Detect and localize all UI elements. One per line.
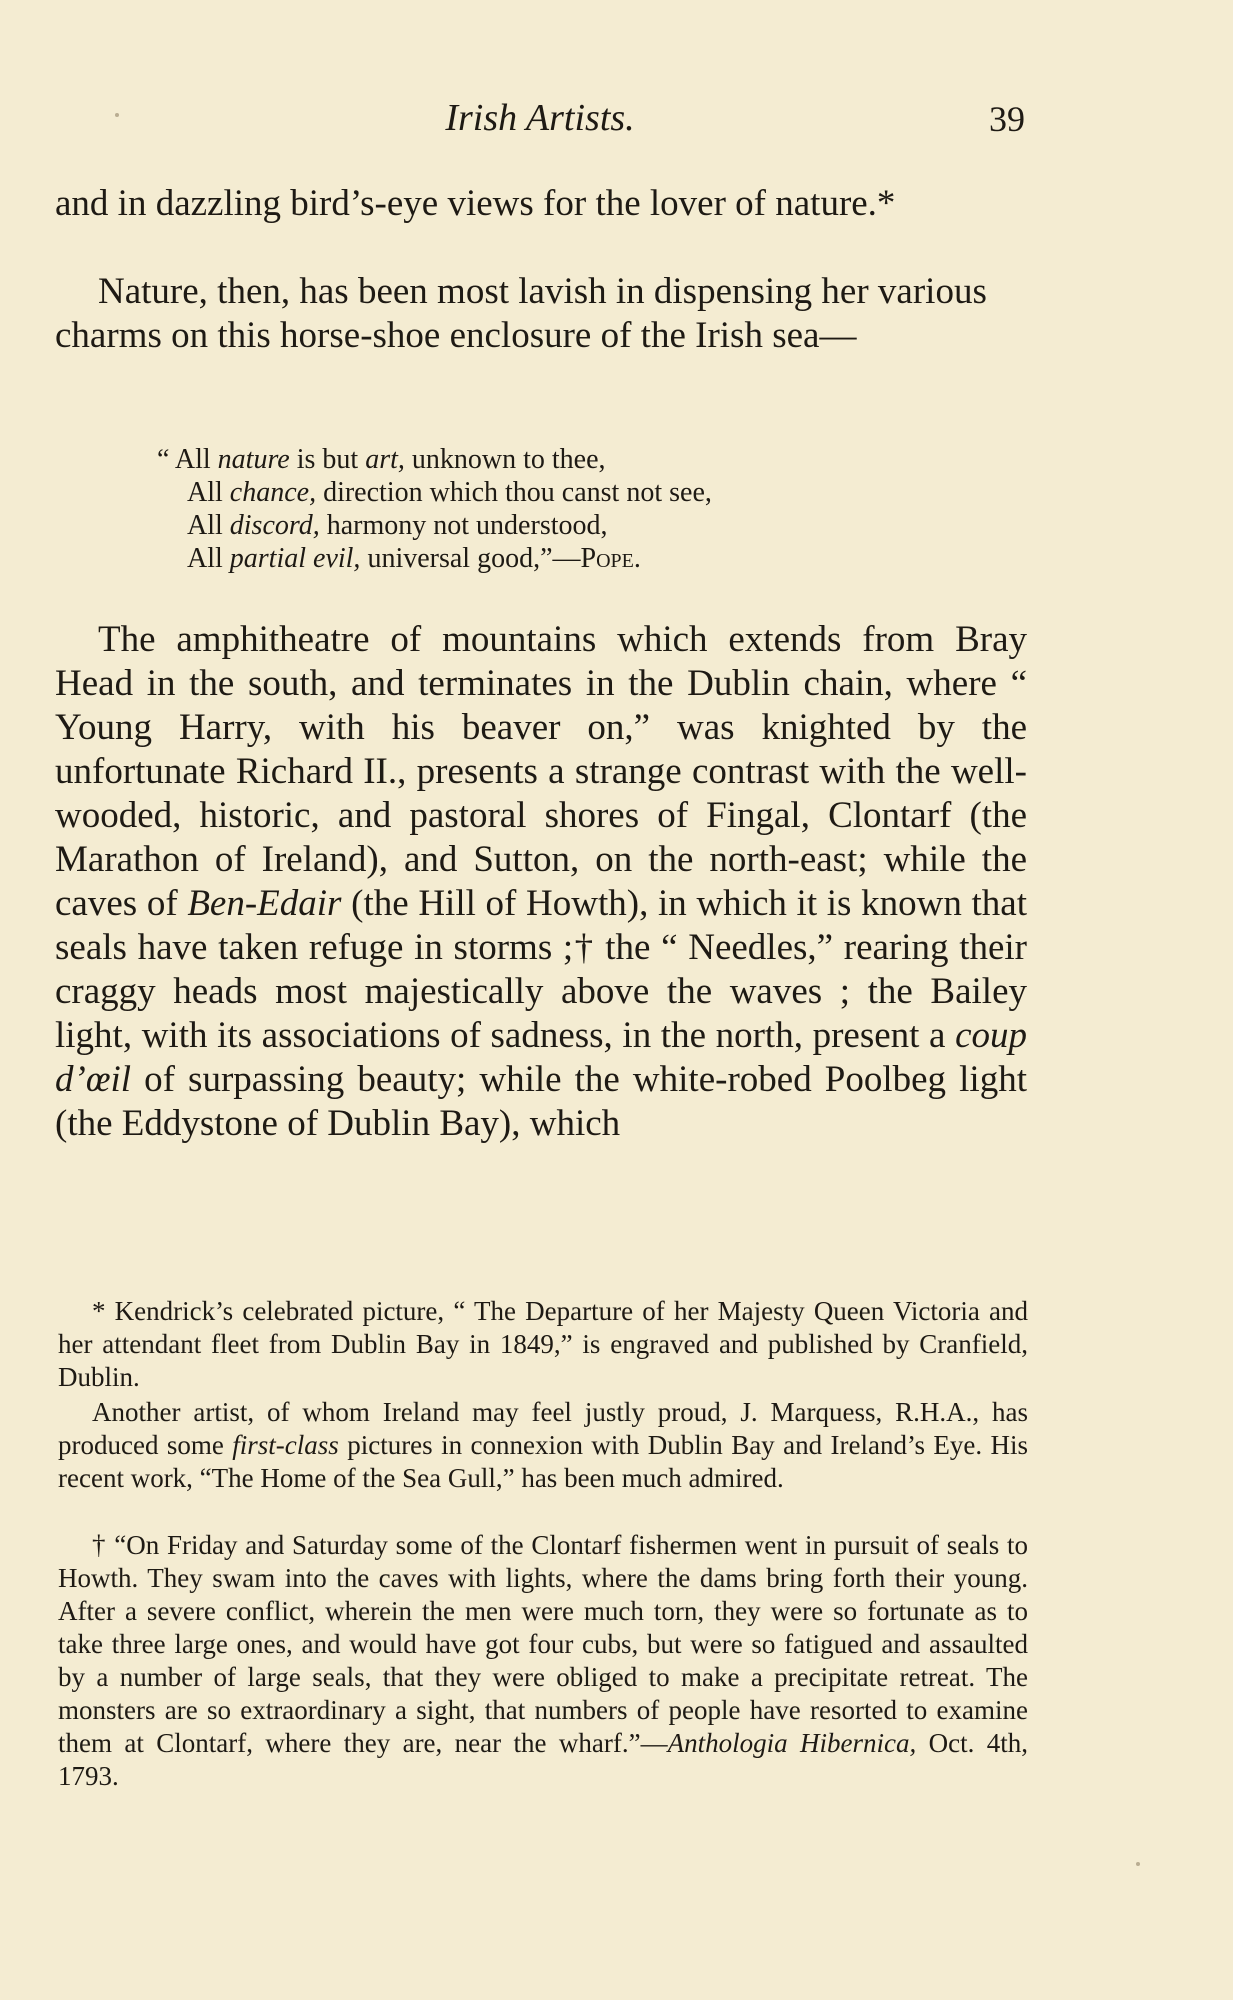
footnote-seals [58, 1529, 1028, 1793]
poem-attribution: Pope. [580, 543, 641, 574]
paragraph-amphitheatre [55, 618, 1027, 1146]
paper-speck-mark [1136, 1862, 1140, 1866]
poem-text: is but [289, 444, 366, 475]
poem-text: All [187, 477, 230, 508]
poem-line-4 [187, 542, 987, 575]
poem-text: harmony not understood, [319, 510, 608, 541]
poem-quotation [157, 443, 987, 575]
poem-text: direction which thou canst not see, [316, 477, 712, 508]
poem-text: unknown to thee, [404, 444, 606, 475]
paragraph-continuation [55, 182, 1027, 226]
poem-line-2 [187, 476, 987, 509]
poem-italic: discord, [229, 510, 320, 541]
paragraph-text: The amphitheatre of mountains which extends from Bray Head in the south, and terminates in the Dublin chain, where “ Young Harry, with his beaver on,” was knighted by the unfortunate Richard II., presents a strange contrast with the well-wooded, historic, and pastoral shores of Fingal, Clontarf (the Marathon of Ireland), and Sutton, on the north-east; while the caves of [55, 619, 1027, 924]
poem-italic: partial evil, [229, 543, 361, 574]
poem-line-3 [187, 509, 987, 542]
poem-text: All [187, 543, 230, 574]
poem-line-1 [157, 443, 987, 476]
paragraph-italic: coup d’œil [55, 1015, 1027, 1100]
poem-text: All [187, 510, 230, 541]
poem-text: “ All [157, 444, 218, 475]
footnote-text: * Kendrick’s celebrated picture, “ The Departure of her Majesty Queen Victoria and her attendant fleet from Dublin Bay in 1849,” is engraved and published by Cranfield, Dublin. [58, 1296, 1028, 1392]
page-number: 39 [989, 99, 1025, 139]
poem-italic: chance, [229, 477, 317, 508]
paragraph-nature [55, 270, 1027, 358]
poem-italic: nature [217, 444, 290, 475]
page-header [55, 96, 1025, 146]
paragraph-text: Nature, then, has been most lavish in dispensing her various charms on this horse-shoe enclosure of the Irish sea— [55, 271, 987, 356]
paragraph-text: and in dazzling bird’s-eye views for the lover of nature.* [55, 183, 896, 224]
footnote-italic: first-class [232, 1430, 339, 1460]
footnote-text: † “On Friday and Saturday some of the Clontarf fishermen went in pursuit of seals to Howth. They swam into the caves with lights, where the dams bring forth their young. After a severe conflict, wherein the men were much torn, they were so fortunate as to take three large ones, and would have got four cubs, but were so fatigued and assaulted by a number of large seals, that they were obliged to make a precipitate retreat. The monsters are so extraordinary a sight, that numbers of people have resorted to examine them at Clontarf, where they are, near the wharf.”— [58, 1530, 1028, 1758]
footnote-text: Oct. 4th, 1793. [58, 1728, 1028, 1791]
footnote-italic: Anthologia Hibernica, [667, 1728, 917, 1758]
footnote-marquess [58, 1396, 1028, 1495]
paragraph-text: (the Hill of Howth), in which it is known that seals have taken refuge in storms ;† the “ Needles,” rearing their craggy heads most majestically above the waves ; the Bailey light, with its associations of sadness, in the north, present a [55, 883, 1027, 1056]
footnote-kendrick [58, 1295, 1028, 1394]
paragraph-text: of surpassing beauty; while the white-robed Poolbeg light (the Eddystone of Dublin Bay), which [55, 1059, 1027, 1144]
poem-text: universal good,”— [360, 543, 581, 574]
poem-italic: art, [365, 444, 405, 475]
running-title: Irish Artists. [445, 97, 635, 139]
footnote-text: Another artist, of whom Ireland may feel justly proud, J. Marquess, R.H.A., has produced some [58, 1397, 1028, 1460]
footnote-text: pictures in connexion with Dublin Bay and Ireland’s Eye. His recent work, “The Home of the Sea Gull,” has been much admired. [58, 1430, 1028, 1493]
paragraph-italic: Ben-Edair [187, 883, 342, 924]
